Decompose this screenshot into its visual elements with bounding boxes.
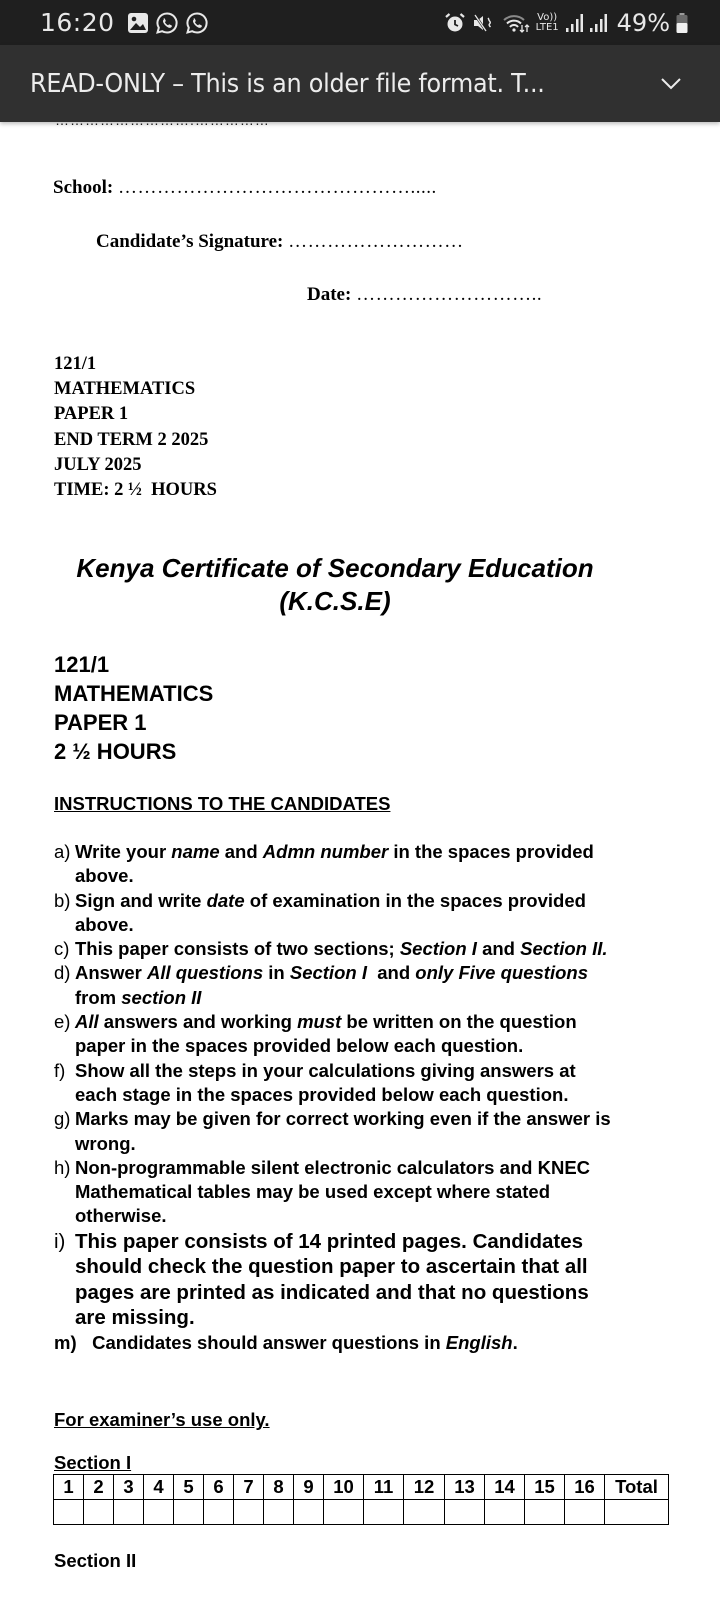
- score-value-cell: [54, 1500, 84, 1525]
- score-value-cell: [485, 1500, 525, 1525]
- score-header-cell: 14: [485, 1475, 525, 1500]
- wifi-icon: [502, 12, 530, 34]
- instruction-label: d): [54, 962, 71, 984]
- exam-title-line2: (K.C.S.E): [279, 586, 391, 616]
- score-header-cell: 12: [404, 1475, 445, 1500]
- score-value-cell: [294, 1500, 324, 1525]
- instruction-label: c): [54, 938, 70, 960]
- emphasis-text: Admn number: [262, 841, 389, 862]
- emphasis-text: All questions: [146, 962, 264, 984]
- header-line: END TERM 2 2025: [54, 429, 209, 450]
- status-bar: [0, 0, 720, 45]
- emphasis-text: section II: [121, 986, 202, 1008]
- score-value-cell: [525, 1500, 565, 1525]
- section2-label: Section II: [54, 1550, 137, 1571]
- emphasis-text: only Five questions: [415, 962, 588, 984]
- status-bar-left: [40, 8, 209, 37]
- instruction-label: h): [54, 1156, 71, 1178]
- emphasis-text: name: [171, 841, 220, 862]
- score-header-cell: 6: [204, 1475, 234, 1500]
- instruction-item: [54, 840, 614, 889]
- instruction-label: a): [54, 841, 71, 862]
- exam-title: [0, 552, 670, 618]
- header-line: 121/1: [54, 354, 97, 374]
- gallery-icon: [127, 12, 149, 34]
- score-header-cell: 5: [174, 1475, 204, 1500]
- score-header-cell: 15: [525, 1475, 565, 1500]
- instruction-item: [54, 1156, 614, 1229]
- section1-score-table: [53, 1474, 669, 1525]
- signature-dots: ………………………: [288, 231, 464, 252]
- instructions-heading: INSTRUCTIONS TO THE CANDIDATES: [54, 793, 391, 814]
- clock: 16:20: [40, 8, 115, 37]
- instruction-fragment: in the spaces provided above.: [75, 841, 599, 887]
- score-value-cell: [234, 1500, 264, 1525]
- score-value-cell: [264, 1500, 294, 1525]
- instruction-item: [54, 1229, 614, 1331]
- battery-percent: 49%: [616, 8, 670, 37]
- score-header-cell: 2: [84, 1475, 114, 1500]
- score-header-cell: 4: [144, 1475, 174, 1500]
- score-header-cell: 1: [54, 1475, 84, 1500]
- instructions-list: [54, 840, 614, 1355]
- school-field: [53, 177, 437, 199]
- instruction-text: [75, 961, 614, 1010]
- instruction-label: m): [54, 1331, 77, 1353]
- instruction-text: [75, 840, 614, 889]
- instruction-fragment: be written on the question paper in the spaces provided below each question.: [75, 1011, 582, 1057]
- score-header-cell: 3: [114, 1475, 144, 1500]
- instruction-text: [75, 1229, 614, 1331]
- emphasis-text: All: [75, 1011, 99, 1033]
- school-label: School:: [53, 177, 114, 198]
- score-header-cell: 9: [294, 1475, 324, 1500]
- instruction-item: [54, 1331, 614, 1355]
- instruction-fragment: Write your: [75, 841, 172, 862]
- instruction-label: i): [54, 1229, 66, 1253]
- emphasis-text: must: [297, 1011, 342, 1033]
- score-value-cell: [445, 1500, 485, 1525]
- read-only-banner[interactable]: [0, 45, 720, 122]
- emphasis-text: date: [206, 889, 245, 911]
- score-value-cell: [84, 1500, 114, 1525]
- date-label: Date:: [307, 284, 352, 305]
- instruction-item: [54, 1010, 614, 1059]
- instruction-fragment: This paper consists of 14 printed pages. Candidates should check the question paper to ascertain that all pages are printed as indicated and that no questions are missing.: [75, 1229, 595, 1330]
- status-bar-right: [444, 9, 688, 37]
- instruction-text: [75, 1156, 614, 1229]
- subject-line: MATHEMATICS: [54, 681, 214, 706]
- score-header-cell: 13: [445, 1475, 485, 1500]
- score-header-cell: 11: [364, 1475, 404, 1500]
- instruction-fragment: Candidates should answer questions in: [87, 1331, 446, 1353]
- instruction-item: [54, 961, 614, 1010]
- instruction-fragment: from: [75, 962, 594, 1008]
- volte-label: Vo)): [537, 11, 558, 23]
- section1-label: Section I: [54, 1452, 132, 1473]
- instruction-item: [54, 1059, 614, 1108]
- examiner-heading: For examiner’s use only.: [54, 1409, 270, 1430]
- instruction-item: [54, 1107, 614, 1156]
- score-value-cell: [324, 1500, 364, 1525]
- instruction-label: b): [54, 889, 71, 911]
- instruction-fragment: Show all the steps in your calculations giving answers at each stage in the spaces provided below each question.: [75, 1059, 581, 1105]
- header-line: PAPER 1: [54, 404, 129, 425]
- paper-header-block: [54, 352, 217, 503]
- instruction-text: [87, 1331, 614, 1355]
- whatsapp-icon: [155, 11, 179, 35]
- instruction-item: [54, 889, 614, 938]
- subject-line: 2 ½ HOURS: [54, 739, 177, 764]
- score-value-cell: [114, 1500, 144, 1525]
- score-header-cell: Total: [605, 1475, 669, 1500]
- read-only-message: READ-ONLY – This is an older file format. T...: [30, 68, 545, 99]
- signal-icon: [565, 12, 583, 34]
- battery-icon: [676, 12, 688, 34]
- lte-label: LTE1: [535, 21, 559, 33]
- instruction-text: [75, 889, 614, 938]
- volte-lte-icon: [536, 13, 559, 33]
- instruction-label: e): [54, 1011, 71, 1033]
- emphasis-text: Section I: [289, 962, 367, 984]
- instruction-fragment: Sign and write: [75, 889, 207, 911]
- instruction-fragment: Answer: [75, 962, 147, 984]
- subject-line: 121/1: [54, 652, 110, 677]
- score-header-cell: 10: [324, 1475, 364, 1500]
- instruction-fragment: This paper consists of two sections;: [75, 938, 400, 960]
- score-header-cell: 8: [264, 1475, 294, 1500]
- instruction-text: [75, 1059, 614, 1108]
- document-page[interactable]: [0, 122, 720, 1600]
- instruction-fragment: in: [263, 962, 290, 984]
- instruction-fragment: and: [366, 962, 416, 984]
- subject-block: [54, 650, 213, 766]
- score-value-cell: [605, 1500, 669, 1525]
- signal-icon: [589, 12, 607, 34]
- alarm-icon: [444, 12, 466, 34]
- subject-line: PAPER 1: [54, 710, 147, 735]
- header-line: TIME: 2 ½ HOURS: [54, 480, 217, 501]
- header-line: MATHEMATICS: [54, 379, 196, 400]
- instruction-label: f): [54, 1059, 66, 1081]
- score-header-cell: 7: [234, 1475, 264, 1500]
- instruction-text: [75, 1107, 614, 1156]
- instruction-fragment: answers and working: [98, 1011, 298, 1033]
- score-value-cell: [144, 1500, 174, 1525]
- instruction-fragment: and: [219, 841, 263, 862]
- mute-icon: [472, 12, 496, 34]
- emphasis-text: Section II.: [520, 938, 608, 960]
- chevron-down-icon[interactable]: [660, 77, 682, 91]
- emphasis-text: Section I: [399, 938, 477, 960]
- date-dots: ………………………..: [356, 284, 543, 305]
- exam-title-line1: Kenya Certificate of Secondary Education: [76, 553, 594, 583]
- score-value-cell: [565, 1500, 605, 1525]
- emphasis-text: English: [445, 1331, 513, 1353]
- school-dots: ……………………………………….....: [117, 177, 437, 198]
- instruction-text: [75, 1010, 614, 1059]
- score-value-cell: [404, 1500, 445, 1525]
- score-header-cell: 16: [565, 1475, 605, 1500]
- score-value-cell: [204, 1500, 234, 1525]
- instruction-text: [75, 937, 614, 961]
- signature-label: Candidate’s Signature:: [96, 231, 284, 252]
- instruction-fragment: Non-programmable silent electronic calculators and KNEC Mathematical tables may be used except where stated otherwise.: [75, 1156, 596, 1227]
- instruction-label: g): [54, 1108, 71, 1130]
- score-value-row: [54, 1500, 669, 1525]
- instruction-fragment: of examination in the spaces provided above.: [75, 889, 592, 935]
- instruction-item: [54, 937, 614, 961]
- instruction-fragment: and: [476, 938, 521, 960]
- instruction-fragment: Marks may be given for correct working even if the answer is wrong.: [75, 1108, 616, 1154]
- whatsapp-icon: [185, 11, 209, 35]
- score-value-cell: [364, 1500, 404, 1525]
- header-line: JULY 2025: [54, 454, 142, 475]
- signature-field: [96, 231, 464, 253]
- score-header-row: [54, 1475, 669, 1500]
- instruction-fragment: .: [512, 1331, 518, 1353]
- date-field: [307, 284, 542, 306]
- score-value-cell: [174, 1500, 204, 1525]
